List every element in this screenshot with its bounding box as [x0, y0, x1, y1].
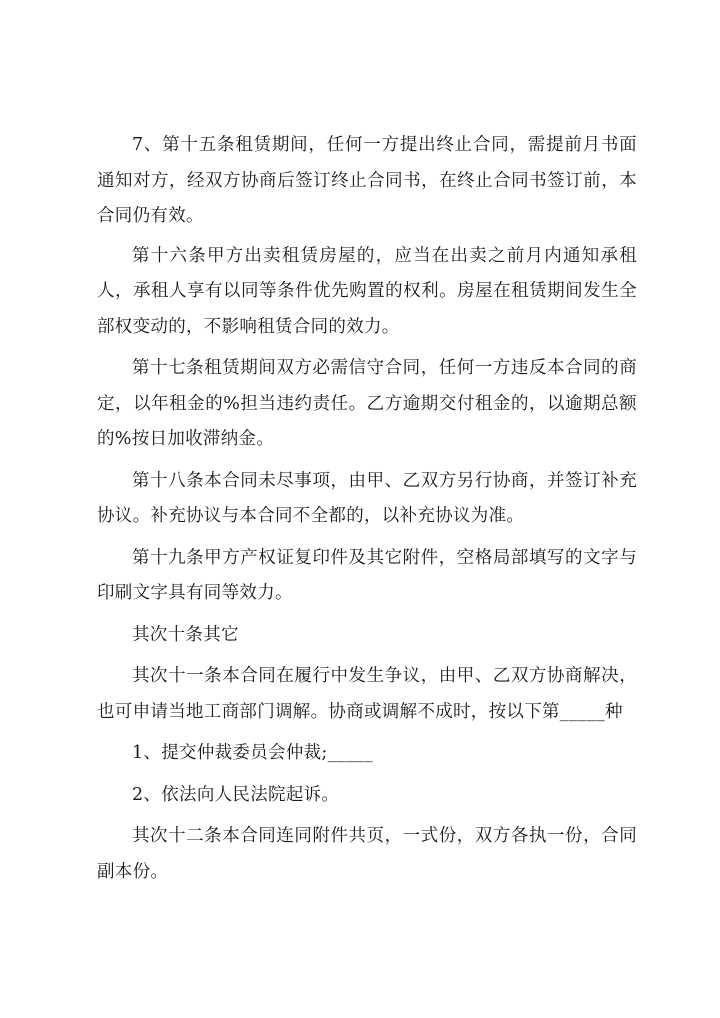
section-heading-other: 其次十条其它 — [132, 624, 239, 645]
list-item-arbitration: 1、提交仲裁委员会仲裁;_____ — [132, 743, 373, 763]
list-item-court: 2、依法向人民法院起诉。 — [132, 784, 340, 805]
paragraph-article-19: 第十九条甲方产权证复印件及其它附件，空格局部填写的文字与印刷文字具有同等效力。 — [97, 547, 637, 603]
paragraph-article-17: 第十七条租赁期间双方必需信守合同，任何一方违反本合同的商定，以年租金的%担当违约责任。乙方逾期交付租金的，以逾期总额的%按日加收滞纳金。 — [97, 358, 637, 449]
document-body — [97, 128, 637, 896]
paragraph-article-18: 第十八条本合同未尽事项，由甲、乙双方另行协商，并签订补充协议。补充协议与本合同不全都的，以补充协议为准。 — [97, 470, 637, 526]
paragraph-article-21: 其次十一条本合同在履行中发生争议，由甲、乙双方协商解决，也可申请当地工商部门调解。协商或调解不成时，按以下第_____种 — [97, 666, 637, 722]
paragraph-article-15: 7、第十五条租赁期间，任何一方提出终止合同，需提前月书面通知对方，经双方协商后签订终止合同书，在终止合同书签订前，本合同仍有效。 — [97, 135, 637, 226]
paragraph-article-22: 其次十二条本合同连同附件共页，一式份，双方各执一份，合同副本份。 — [97, 826, 637, 882]
paragraph-article-16: 第十六条甲方出卖租赁房屋的，应当在出卖之前月内通知承租人，承租人享有以同等条件优先购置的权利。房屋在租赁期间发生全部权变动的，不影响租赁合同的效力。 — [97, 245, 637, 337]
